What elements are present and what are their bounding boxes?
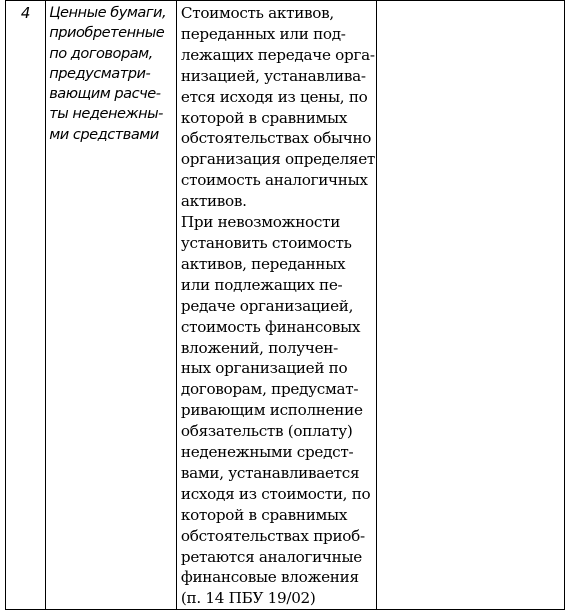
description-line: вложений, получен- (180, 338, 338, 357)
description-line: ется исходя из цены, по (180, 87, 368, 106)
description-line: установить стоимость (180, 233, 352, 252)
row-number-cell (6, 1, 46, 610)
description-line: Стоимость активов, (180, 4, 334, 22)
description-line: стоимость аналогичных (180, 171, 368, 190)
description-line: При невозможности (180, 213, 341, 232)
description-line: обязательств (оплату) (180, 422, 353, 441)
valuation-description (177, 1, 376, 609)
description-line: договорам, предусмат- (180, 380, 359, 399)
description-line: стоимость финансовых (180, 317, 361, 336)
description-line: ретаются аналогичные (180, 547, 362, 566)
description-line: обстоятельствах обычно (180, 129, 372, 148)
description-line: которой в сравнимых (180, 108, 348, 127)
asset-name-line: по договорам, (49, 44, 153, 62)
row-number: 4 (20, 4, 31, 22)
description-line: активов, переданных (180, 254, 346, 273)
empty-cell (376, 1, 564, 610)
asset-name-line: предусматри- (49, 64, 151, 82)
description-line: организация определяет (180, 150, 375, 169)
description-line: редаче организацией, (180, 296, 354, 315)
asset-name-line: Ценные бумаги, (49, 4, 167, 21)
description-line: активов. (180, 192, 247, 211)
table-row (6, 1, 565, 610)
asset-name-line: ми средствами (49, 125, 159, 143)
asset-name-cell (46, 1, 177, 610)
description-line: исходя из стоимости, по (180, 484, 371, 503)
description-line: (п. 14 ПБУ 19/02) (180, 589, 316, 608)
valuation-description-cell (176, 1, 376, 610)
description-line: ных организацией по (180, 359, 348, 378)
description-line: переданных или под- (180, 24, 346, 43)
asset-name (46, 1, 176, 145)
asset-name-line: приобретенные (49, 24, 165, 42)
description-line: вами, устанавливается (180, 463, 360, 482)
asset-name-line: вающим расче- (49, 85, 161, 103)
valuation-table (5, 0, 565, 610)
description-line: финансовые вложения (180, 568, 359, 587)
description-line: ривающим исполнение (180, 401, 363, 420)
description-line: обстоятельствах приоб- (180, 526, 365, 545)
asset-name-line: ты неденежны- (49, 105, 163, 123)
description-line: неденежными средст- (180, 443, 354, 462)
description-line: лежащих передаче орга- (180, 45, 375, 64)
description-line: или подлежащих пе- (180, 275, 343, 294)
description-line: низацией, устанавлива- (180, 66, 366, 85)
description-line: которой в сравнимых (180, 505, 348, 524)
